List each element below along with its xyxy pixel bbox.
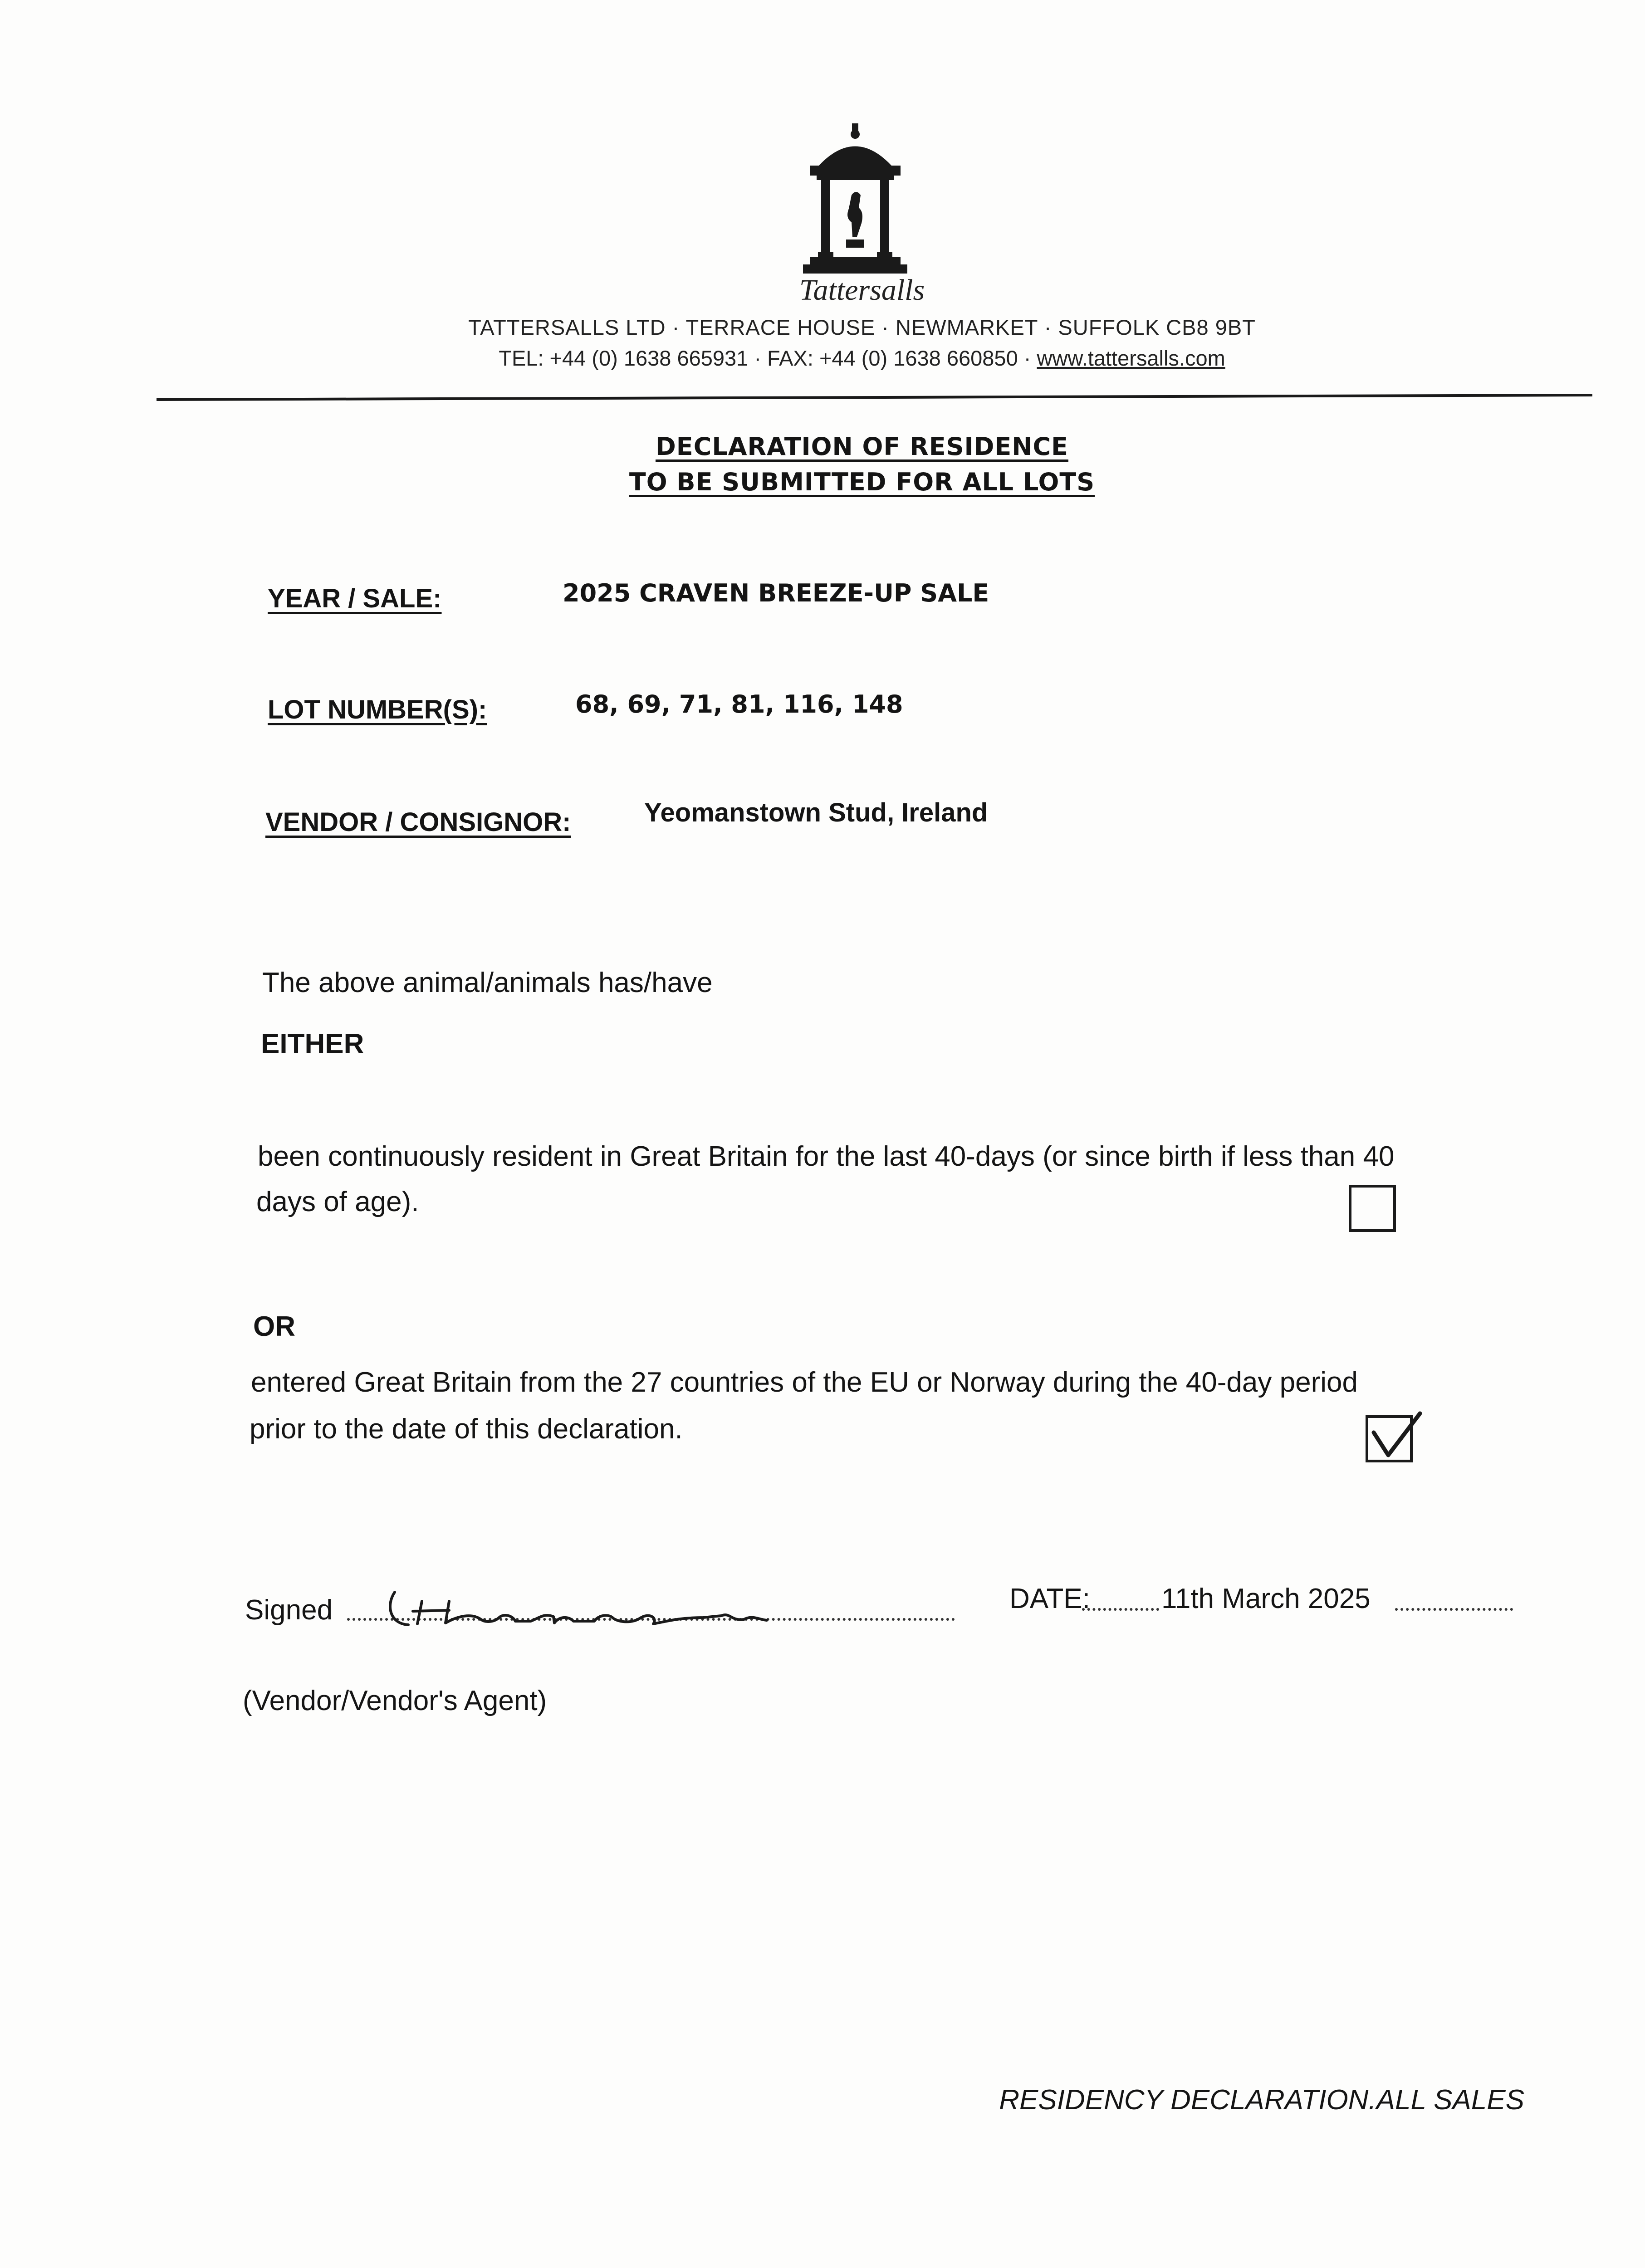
option2-text-line2: prior to the date of this declaration.: [250, 1413, 683, 1445]
document-subtitle: TO BE SUBMITTED FOR ALL LOTS: [629, 468, 1095, 496]
year-sale-label: YEAR / SALE:: [268, 584, 442, 613]
footer-label: RESIDENCY DECLARATION.ALL SALES: [999, 2084, 1524, 2116]
signatory-role: (Vendor/Vendor's Agent): [243, 1685, 547, 1716]
or-label: OR: [253, 1311, 295, 1342]
date-label: DATE:: [1009, 1583, 1090, 1614]
option1-checkbox[interactable]: [1349, 1185, 1396, 1232]
header-divider: [157, 394, 1592, 401]
option1-text-line2: days of age).: [256, 1186, 419, 1217]
handwritten-signature: [386, 1574, 785, 1637]
tattersalls-logo: [801, 122, 910, 277]
option2-text-line1: entered Great Britain from the 27 countries of the EU or Norway during the 40-day period: [251, 1367, 1358, 1398]
option2-checkbox[interactable]: [1366, 1415, 1413, 1462]
lot-numbers-label: LOT NUMBER(S):: [268, 695, 487, 724]
year-sale-value: 2025 CRAVEN BREEZE-UP SALE: [563, 579, 989, 607]
vendor-value: Yeomanstown Stud, Ireland: [644, 798, 988, 827]
intro-text: The above animal/animals has/have: [262, 967, 713, 998]
brand-name: Tattersalls: [799, 274, 925, 307]
signed-label: Signed: [245, 1594, 333, 1626]
vendor-label: VENDOR / CONSIGNOR:: [265, 807, 571, 837]
phone-fax: TEL: +44 (0) 1638 665931 · FAX: +44 (0) 1638 660850 ·: [499, 346, 1037, 370]
company-address: TATTERSALLS LTD · TERRACE HOUSE · NEWMARKET · SUFFOLK CB8 9BT: [468, 315, 1256, 339]
lot-numbers-value: 68, 69, 71, 81, 116, 148: [575, 690, 903, 719]
date-value: 11th March 2025: [1161, 1583, 1371, 1614]
check-mark-icon: [1366, 1404, 1429, 1468]
date-dots-right: [1395, 1608, 1513, 1611]
date-dots-left: [1082, 1608, 1159, 1611]
document-title: DECLARATION OF RESIDENCE: [655, 432, 1069, 461]
either-label: EITHER: [261, 1028, 364, 1060]
contact-line: [318, 345, 1406, 372]
option1-text-line1: been continuously resident in Great Britain for the last 40-days (or since birth if less than 40: [258, 1141, 1395, 1172]
website-link[interactable]: www.tattersalls.com: [1037, 346, 1225, 370]
